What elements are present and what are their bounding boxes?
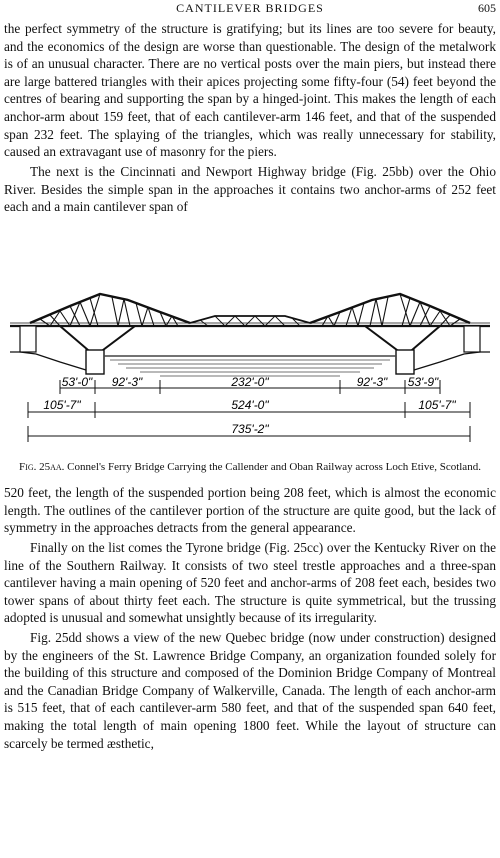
left-pier [86, 350, 104, 374]
paragraph-4: Finally on the list comes the Tyrone bridge (Fig. 25cc) over the Kentucky River on the line of the Southern Railway. It consists of two steel trestle approaches and a three-span cantilever having a main opening of 520 feet and anchor-arms of 208 feet each, besides two tower spans of about thirty feet each. The structure is quite symmetrical, but the trussing adopted is unusual and somewhat unsightly because of its irregularity. [4, 540, 496, 626]
dim-approach-right: 105'-7" [418, 398, 456, 412]
dim-cantilever-left: 92'-3" [111, 375, 143, 389]
river-water [104, 356, 396, 376]
dim-anchor-left: 53'-0" [61, 375, 93, 389]
page-number: 605 [478, 1, 496, 15]
ground-right [414, 352, 490, 370]
page-header [0, 0, 500, 18]
dim-cantilever-right: 92'-3" [356, 375, 388, 389]
suspended-span-lattice [200, 316, 300, 326]
ground-left [10, 352, 86, 370]
caption-text: Connel's Ferry Bridge Carrying the Callender and Oban Railway across Loch Etive, Scotland. [67, 461, 481, 473]
right-abutment [464, 326, 480, 352]
bridge-elevation-drawing [0, 288, 500, 458]
suspended-span-chord [190, 316, 310, 323]
caption-label: Fig. 25aa. [19, 461, 65, 473]
dim-total-length: 735'-2" [231, 422, 269, 436]
paragraph-1: the perfect symmetry of the structure is gratifying; but its lines are too severe for beauty, and the economics of the design are worse than questionable. The design of the metalwork is of an unusual character. There are no vertical posts over the main piers, but instead there are large battered triangles with their apices projecting some fifty-four (54) feet beyond the centres of bearing and supporting the span by a hinged-joint. This makes the length of each anchor-arm about 159 feet, that of each cantilever-arm 146 feet, and that of the suspended span 232 feet. The splaying of the triangles, which was really unnecessary for stability, caused an extravagant use of masonry for the piers. [4, 21, 496, 160]
paragraph-2: The next is the Cincinnati and Newport Highway bridge (Fig. 25bb) over the Ohio River. Besides the simple span in the approaches it contains two anchor-arms of 252 feet each and a main cantilever span of [4, 164, 496, 215]
running-head: CANTILEVER BRIDGES [176, 1, 324, 15]
dim-anchor-right: 53'-9" [407, 375, 439, 389]
dim-main-span: 524'-0" [231, 398, 269, 412]
paragraph-3: 520 feet, the length of the suspended portion being 208 feet, which is almost the economic length. The outlines of the cantilever portion of the structure are quite good, but the lack of symmetry in the approaches detracts from the general appearance. [4, 485, 496, 536]
left-abutment [20, 326, 36, 352]
figure-caption [4, 460, 496, 474]
dim-approach-left: 105'-7" [43, 398, 81, 412]
bridge-figure [0, 288, 500, 458]
paragraph-5: Fig. 25dd shows a view of the new Quebec bridge (now under construction) designed by the engineers of the St. Lawrence Bridge Company, an organization founded solely for the building of this structure and composed of the Dominion Bridge Company of Montreal and the Canadian Bridge Company of Walkerville, Canada. The length of each anchor-arm is 515 feet, that of each cantilever-arm 580 feet, and that of the suspended span 640 feet, making the total length of main opening 1800 feet. While the layout of structure can scarcely be termed æsthetic, [4, 630, 496, 751]
right-pier [396, 350, 414, 374]
dim-suspended-span: 232'-0" [231, 375, 269, 389]
